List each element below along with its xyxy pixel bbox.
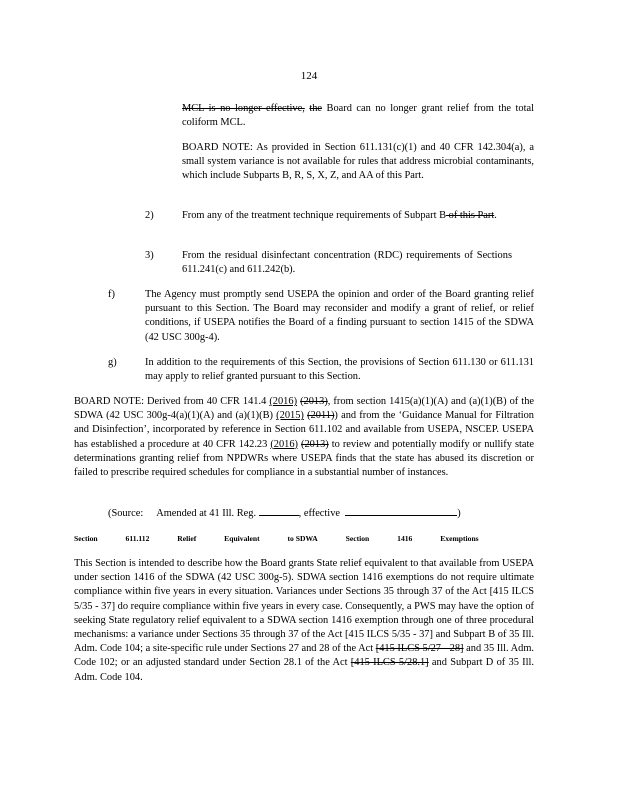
body-text: and Subpart D of 35 Ill. Adm. Code 104. — [74, 657, 535, 683]
item-f-text: The Agency must promptly send USEPA the opinion and order of the Board granting relief pursuant to this Section. The Board may reconsider and modify a grant of relief, or relief conditions, if USEPA notifies the Board of a finding pursuant to section 1415 of the SDWA (42 USC 300g-4). — [145, 289, 534, 343]
deleted-text: (2013) — [301, 438, 329, 450]
source-amended: Amended at 41 Ill. Reg. — [156, 508, 257, 519]
heading-word: 611.112 — [125, 534, 150, 543]
section-body — [74, 557, 534, 685]
deleted-text: the — [309, 103, 323, 114]
item-3-label: 3) — [145, 250, 154, 261]
item-3-text: From the residual disinfectant concentration (RDC) requirements of Sections 611.241(c) and 611.242(b). — [182, 250, 512, 276]
item-2-text — [182, 209, 534, 223]
item-2-body: From any of the treatment technique requirements of Subpart B — [182, 210, 447, 221]
note-text: BOARD NOTE: Derived from 40 CFR 141.4 — [74, 396, 270, 407]
heading-word: Equivalent — [224, 534, 260, 543]
item-g-label: g) — [108, 357, 117, 368]
item-2-end: . — [494, 210, 497, 221]
heading-word: to SDWA — [287, 534, 318, 543]
section-heading — [74, 534, 505, 543]
source-effective: , effective — [298, 508, 341, 519]
source-label: (Source: — [108, 508, 144, 519]
inserted-text: (2015) — [276, 410, 304, 422]
source-line — [108, 505, 534, 521]
note-text: ) and from the ‘Guidance Manual for Filtration and Disinfection’, incorporated by reference in Section 611.102 and available from USEPA, NSCEP. USEPA has established a procedure at 40 CFR 142.23 — [74, 410, 535, 450]
heading-word: Section — [74, 534, 98, 543]
page-number: 124 — [300, 70, 318, 82]
item-2-label: 2) — [145, 210, 154, 221]
deleted-text: of this Part — [446, 210, 495, 221]
deleted-text: [415 ILCS 5/27 - 28] — [375, 643, 464, 655]
board-note-derived — [74, 395, 534, 480]
note-text: , from section 1415(a)(1)(A) and (a)(1)(B) of the SDWA (42 USC 300g-4(a)(1)(A) and (a)(1)(B) — [74, 396, 534, 422]
mcl-text: Board can no longer grant relief from the total coliform MCL. — [182, 103, 534, 129]
board-note-microbial: BOARD NOTE: As provided in Section 611.131(c)(1) and 40 CFR 142.304(a), a small system variance is not available for rules that address microbial contaminants, which include Subparts B, R, S, X, Z, and AA of this Part. — [182, 142, 534, 182]
body-text: and 35 Ill. Adm. Code 102; or an adjusted standard under Section 28.1 of the Act — [74, 643, 535, 669]
deleted-text: [415 ILCS 5/28.1] — [350, 657, 429, 669]
body-text: This Section is intended to describe how the Board grants State relief equivalent to that available from USEPA under section 1416 of the SDWA (42 USC 300g-5). SDWA section 1416 exemptions do not require ultimate compliance within five years in every situation. Variances under Sections 35 through 37 of the Act [415 ILCS 5/35 - 37] do require compliance within five years in every case. Consequently, a PWS may have the option of seeking State regulatory relief equivalent to a SDWA section 1416 exemption through one of three procedural mechanisms: a variance under Sections 35 through 37 of the Act [415 ILCS 5/35 - 37] and Subpart B of 35 Ill. Adm. Code 104; a site-specific rule under Sections 27 and 28 of the Act — [74, 558, 534, 655]
reg-blank — [259, 505, 299, 516]
item-f-label: f) — [108, 289, 115, 300]
effective-date-blank — [345, 505, 457, 516]
inserted-text: (2016) — [269, 396, 298, 407]
heading-word: Relief — [177, 534, 197, 543]
heading-word: 1416 — [397, 534, 413, 543]
source-close: ) — [457, 508, 461, 519]
deleted-text: MCL is no longer effective, — [182, 103, 305, 114]
heading-word: Exemptions — [440, 534, 479, 543]
deleted-text: (2011) — [307, 410, 335, 422]
mcl-paragraph — [182, 102, 534, 130]
note-text: to review and potentially modify or nullify state determinations granting relief from NPDWRs where USEPA finds that the state has abused its discretion or failed to prescribe required schedules for compliance in a substantial number of instances. — [74, 438, 534, 479]
inserted-text: (2016) — [270, 438, 299, 450]
deleted-text: (2013) — [300, 396, 328, 407]
heading-word: Section — [345, 534, 370, 543]
item-g-text: In addition to the requirements of this Section, the provisions of Section 611.130 or 611.131 may apply to relief granted pursuant to this Section. — [145, 357, 534, 383]
